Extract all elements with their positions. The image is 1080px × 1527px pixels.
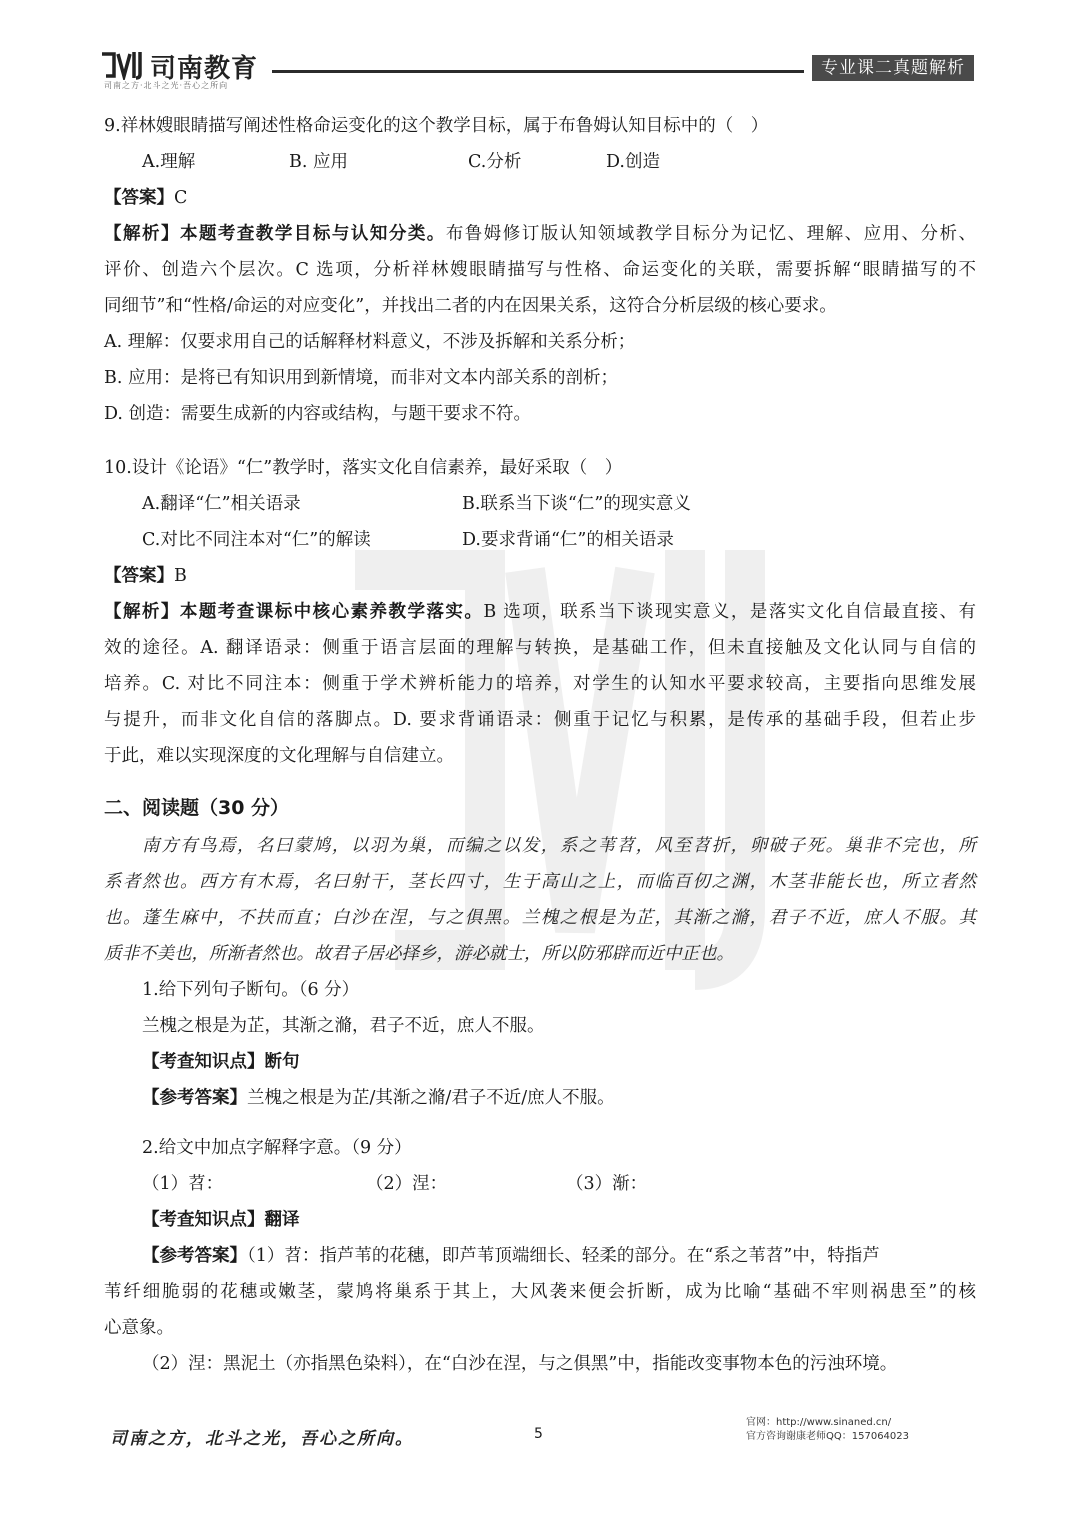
q9-options	[104, 144, 976, 180]
passage-line: 也。蓬生麻中，不扶而直；白沙在涅，与之俱黑。兰槐之根是为芷，其渐之滫，君子不近，庶人不服。其	[104, 908, 976, 928]
page-number: 5	[534, 1426, 543, 1442]
passage-line: 质非不美也，所渐者然也。故君子居必择乡，游必就士，所以防邪辟而近中正也。	[104, 944, 734, 964]
q10-answer-value: B	[174, 566, 187, 586]
footer-qq: 官方咨询谢康老师QQ：157064023	[746, 1431, 910, 1442]
sub2-reference-line: （2）涅：黑泥土（亦指黑色染料），在“白沙在涅，与之俱黑”中，指能改变事物本色的污浊环境。	[142, 1354, 898, 1374]
passage-line: 南方有鸟焉，名曰蒙鸠，以羽为巢，而编之以发，系之苇苕，风至苕折，卵破子死。巢非不完也，所	[142, 836, 976, 856]
sub2-item-3: （3）渐：	[566, 1174, 648, 1194]
q9-analysis-line: 评价、创造六个层次。C 选项，分析祥林嫂眼睛描写与性格、命运变化的关联，需要拆解“眼睛描写的不	[104, 260, 976, 280]
q10-analysis-label: 【解析】本题考查课标中核心素养教学落实。	[104, 602, 484, 622]
q10-analysis-line: 效的途径。A. 翻译语录：侧重于语言层面的理解与转换，是基础工作，但未直接触及文化认同与自信的	[104, 638, 976, 658]
brand-slogan: 司南之方·北斗之光·吾心之所向	[104, 81, 229, 90]
q9-note: B. 应用：是将已有知识用到新情境，而非对文本内部关系的剖析；	[104, 368, 618, 388]
sub1-ref-label: 【参考答案】	[142, 1088, 247, 1108]
document-body	[104, 108, 976, 1382]
sub2-reference-line: 心意象。	[104, 1318, 174, 1338]
brand-name: 司南教育	[150, 54, 259, 84]
q9-answer	[104, 180, 976, 216]
sub1-knowledge: 【考查知识点】断句	[142, 1052, 300, 1072]
page-header	[100, 44, 980, 90]
q10-options-row1	[104, 486, 976, 522]
footer-contact	[746, 1416, 909, 1444]
page-footer	[104, 1412, 984, 1472]
q9-analysis-line: 同细节”和“性格/命运的对应变化”，并找出二者的内在因果关系，这符合分析层级的核心要求。	[104, 296, 837, 316]
q9-answer-label: 【答案】	[104, 188, 174, 208]
sub2-item-2: （2）涅：	[366, 1174, 448, 1194]
q9-note: D. 创造：需要生成新的内容或结构，与题干要求不符。	[104, 404, 532, 424]
q10-analysis-text: B 选项，联系当下谈现实意义，是落实文化自信最直接、有	[483, 602, 977, 622]
section-title: 二、阅读题（30 分）	[104, 797, 290, 819]
q10-option-c: C.对比不同注本对“仁”的解读	[142, 530, 371, 550]
footer-slogan: 司南之方，北斗之光，吾心之所向。	[110, 1429, 414, 1449]
q10-stem: 10.设计《论语》“仁”教学时，落实文化自信素养，最好采取（ ）	[104, 458, 623, 478]
sub1-stem: 1.给下列句子断句。（6 分）	[142, 980, 360, 1000]
q10-analysis-line	[104, 594, 976, 630]
footer-website: 官网：http://www.sinaned.cn/	[746, 1417, 892, 1428]
q9-stem: 9.祥林嫂眼睛描写阐述性格命运变化的这个教学目标，属于布鲁姆认知目标中的（ ）	[104, 116, 769, 136]
q9-option-a: A.理解	[142, 152, 196, 172]
header-divider	[272, 70, 804, 73]
q10-analysis-line: 于此，难以实现深度的文化理解与自信建立。	[104, 746, 454, 766]
sub2-items	[104, 1166, 976, 1202]
sub2-item-1: （1）苕：	[142, 1174, 224, 1194]
q10-answer	[104, 558, 976, 594]
q9-answer-value: C	[174, 188, 188, 208]
sub2-ref-text: （1）苕：指芦苇的花穗，即芦苇顶端细长、轻柔的部分。在“系之苇苕”中，特指芦	[247, 1246, 880, 1266]
q9-analysis-line	[104, 216, 976, 252]
q9-option-b: B. 应用	[289, 152, 348, 172]
q10-option-a: A.翻译“仁”相关语录	[142, 494, 301, 514]
q9-analysis-text: 布鲁姆修订版认知领域教学目标分为记忆、理解、应用、分析、	[445, 224, 977, 244]
sub2-knowledge: 【考查知识点】翻译	[142, 1210, 300, 1230]
sub2-ref-label: 【参考答案】	[142, 1246, 247, 1266]
q9-note: A. 理解：仅要求用自己的话解释材料意义，不涉及拆解和关系分析；	[104, 332, 636, 352]
sub2-stem: 2.给文中加点字解释字意。（9 分）	[142, 1138, 412, 1158]
logo-mark-icon	[100, 50, 146, 80]
q9-option-c: C.分析	[468, 152, 522, 172]
q10-analysis-line: 培养。C. 对比不同注本：侧重于学术辨析能力的培养，对学生的认知水平要求较高，主要指向思维发展	[104, 674, 976, 694]
sub2-reference-line	[104, 1238, 976, 1274]
sub1-reference	[104, 1080, 976, 1116]
sub2-reference-line: 苇纤细脆弱的花穗或嫩茎，蒙鸠将巢系于其上，大风袭来便会折断，成为比喻“基础不牢则祸患至”的核	[104, 1282, 976, 1302]
q10-answer-label: 【答案】	[104, 566, 174, 586]
sub1-sentence: 兰槐之根是为芷，其渐之滫，君子不近，庶人不服。	[142, 1016, 545, 1036]
brand-logo	[100, 48, 275, 90]
q10-option-d: D.要求背诵“仁”的相关语录	[462, 530, 674, 550]
q9-option-d: D.创造	[606, 152, 660, 172]
q10-options-row2	[104, 522, 976, 558]
q10-option-b: B.联系当下谈“仁”的现实意义	[462, 494, 691, 514]
sub1-ref-text: 兰槐之根是为芷/其渐之滫/君子不近/庶人不服。	[247, 1088, 615, 1108]
header-tag: 专业课二真题解析	[812, 55, 974, 81]
q10-analysis-line: 与提升，而非文化自信的落脚点。D. 要求背诵语录：侧重于记忆与积累，是传承的基础手段，但若止步	[104, 710, 976, 730]
q9-analysis-label: 【解析】本题考查教学目标与认知分类。	[104, 224, 446, 244]
passage-line: 系者然也。西方有木焉，名曰射干，茎长四寸，生于高山之上，而临百仞之渊，木茎非能长也，所立者然	[104, 872, 976, 892]
